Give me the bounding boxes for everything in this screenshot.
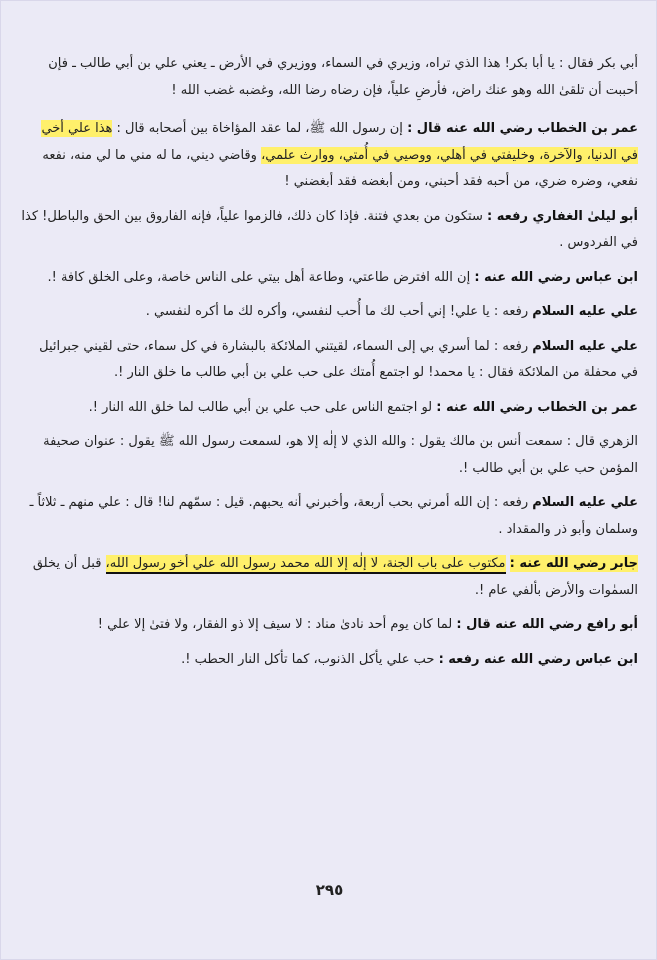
paragraph-10 xyxy=(21,551,638,604)
speaker-label: ابن عباس رضي الله عنه رفعه : xyxy=(438,651,638,667)
paragraph-text: رفعه : لما أسري بي إلى السماء، لقيتني الملائكة بالبشارة في كل سماء، حتى لقيني جبرائيل في محفلة من الملائكة فقال : يا محمد! لو اجتمع أُمتك على حب علي بن أبي طالب ما خلق النار !. xyxy=(39,338,638,380)
paragraph-3 xyxy=(21,204,638,257)
paragraph-text: قبل أن يخلق السمٰوات والأرض بألفي عام !. xyxy=(32,556,638,598)
paragraph-5 xyxy=(21,299,638,326)
paragraph-11 xyxy=(21,612,638,639)
paragraph-text: الزهري قال : سمعت أنس بن مالك يقول : والله الذي لا إلٰه إلا هو، لسمعت رسول الله ﷺ يقول : عنوان صحيفة المؤمن حب علي بن أبي طالب !. xyxy=(43,434,638,476)
speaker-label: جابر رضي الله عنه : xyxy=(509,556,638,571)
paragraph-text: لو اجتمع الناس على حب علي بن أبي طالب لما خلق الله النار !. xyxy=(88,399,433,415)
speaker-label: علي عليه السلام xyxy=(532,338,638,354)
paragraph-text: حب علي يأكل الذنوب، كما تأكل النار الحطب !. xyxy=(181,651,435,667)
page-text xyxy=(21,51,638,681)
paragraph-text: لما كان يوم أحد نادىٰ مناد : لا سيف إلا ذو الفقار، ولا فتىٰ إلا علي ! xyxy=(97,617,453,632)
paragraph-text: رفعه : إن الله أمرني بحب أربعة، وأخبرني أنه يحبهم. قيل : سمّهم لنا! قال : علي منهم ـ ثلاثاً ـ وسلمان وأبو ذر والمقداد . xyxy=(29,495,638,537)
page-number: ٢٩٥ xyxy=(315,881,344,899)
paragraph-9 xyxy=(21,490,638,543)
paragraph-text: رفعه : يا علي! إني أحب لك ما أُحب لنفسي، وأكره لك ما أكره لنفسي . xyxy=(145,304,529,319)
paragraph-text: إن رسول الله ﷺ، لما عقد المؤاخاة بين أصحابه قال : xyxy=(116,121,403,136)
speaker-label: أبو رافع رضي الله عنه قال : xyxy=(456,617,638,632)
paragraph-4 xyxy=(21,265,638,292)
speaker-label: علي عليه السلام xyxy=(532,495,638,510)
paragraph-8 xyxy=(21,429,638,482)
paragraph-12 xyxy=(21,647,638,674)
paragraph-7 xyxy=(21,395,638,422)
speaker-label: ابن عباس رضي الله عنه : xyxy=(474,269,638,285)
speaker-label: عمر بن الخطاب رضي الله عنه قال : xyxy=(407,121,638,136)
highlighted-text: مكتوب على باب الجنة، لا إلٰه إلا الله محمد رسول الله علي أخو رسول الله، xyxy=(106,555,506,574)
paragraph-1 xyxy=(21,51,638,104)
speaker-label: عمر بن الخطاب رضي الله عنه : xyxy=(436,399,638,415)
paragraph-text: ستكون من بعدي فتنة. فإذا كان ذلك، فالزموا علياً، فإنه الفاروق بين الحق والباطل! كذا في الفردوس . xyxy=(21,208,638,250)
paragraph-2 xyxy=(21,116,638,196)
paragraph-6 xyxy=(21,334,638,387)
highlighted-text: هذا علي أخي في الدنيا، والآخرة، وخليفتي في أهلي، ووصيي في أُمتي، ووارث علمي، xyxy=(41,121,638,163)
paragraph-text: وقاضي ديني، ما له مني ما لي منه، نفعه نفعي، وضره ضري، من أحبه فقد أحبني، ومن أبغضه فقد أبغضني ! xyxy=(42,147,638,189)
paragraph-text: أبي بكر فقال : يا أبا بكر! هذا الذي تراه، وزيري في السماء، ووزيري في الأرض ـ يعني علي بن أبي طالب ـ فإن أحببت أن تلقىٰ الله وهو عنك راض، فأرضِ علياً، فإن رضاه رضا الله، وغضبه غضب الله ! xyxy=(48,56,638,98)
speaker-label: أبو ليلىٰ الغفاري رفعه : xyxy=(487,208,638,224)
speaker-label: علي عليه السلام xyxy=(532,304,638,319)
paragraph-text: إن الله افترض طاعتي، وطاعة أهل بيتي على الناس خاصة، وعلى الخلق كافة !. xyxy=(47,269,471,285)
